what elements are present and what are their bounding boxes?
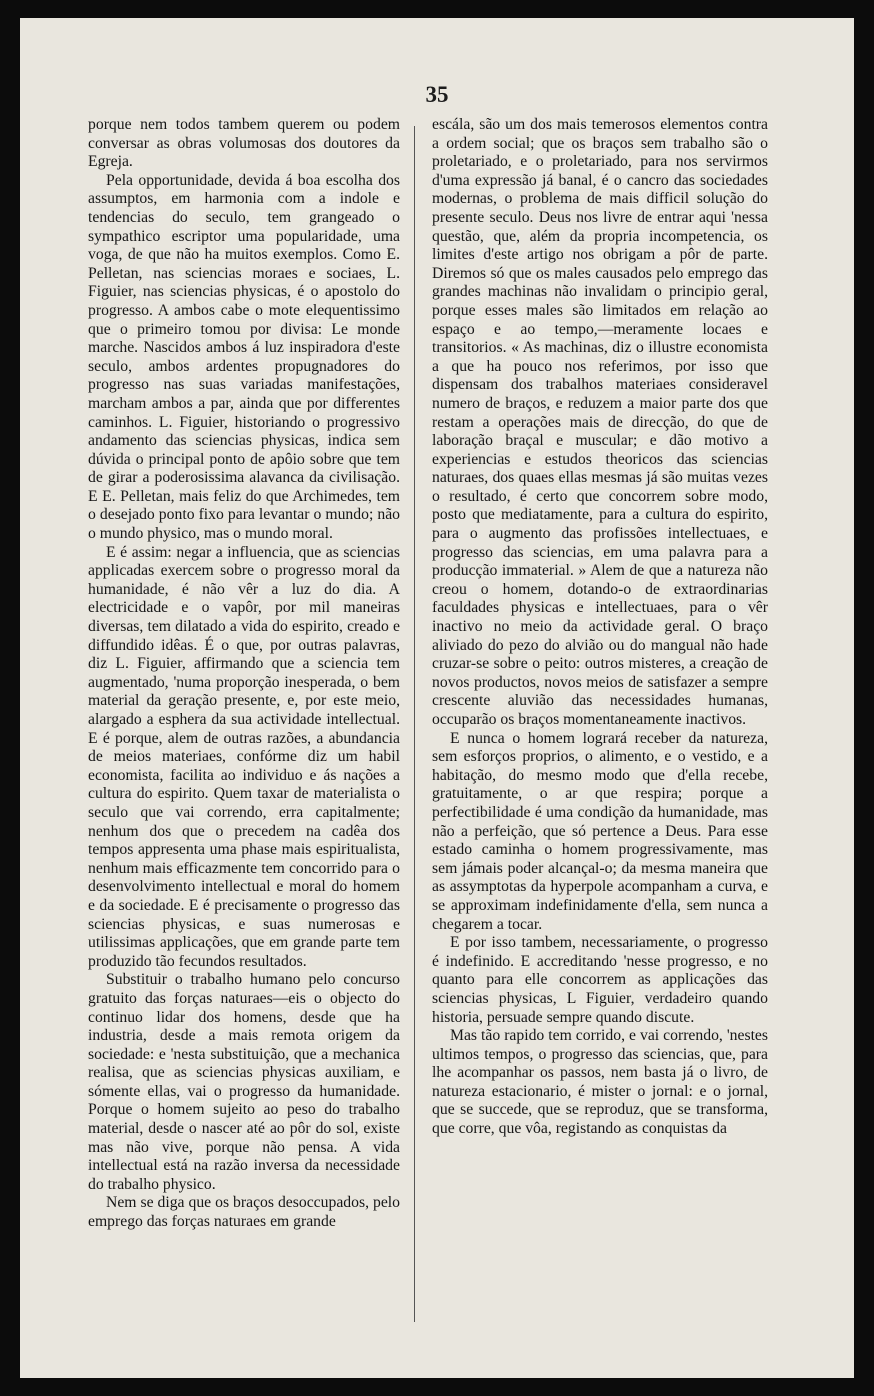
paragraph: Nem se diga que os braços desoccupados, pelo emprego das forças naturaes em grande [88,1194,400,1231]
paragraph-continued: escála, são um dos mais temerosos elementos contra a ordem social; que os braços sem trabalho são o proletariado, e o proletariado, para nos servirmos d'uma expressão já banal, é o cancro das sociedades modernas, o problema de mais difficil solução do presente seculo. Deus nos livre de entrar aqui 'nessa questão, que, além da propria incompetencia, os limites d'este artigo nos obrigam a pôr de parte. Diremos só que os males causados pelo emprego das grandes machinas não invalidam o principio geral, porque esses males são limitados em relação ao espaço e ao tempo,—meramente locaes e transitorios. « As machinas, diz o illustre economista a que ha pouco nos referimos, por isso que dispensam dos trabalhos materiaes consideravel numero de braços, e reduzem a maior parte dos que restam a operações mais de direcção, do que de laboração braçal e muscular; e dão motivo a experiencias e estudos theoricos das sciencias naturaes, dos quaes ellas mesmas já são muitas vezes o resultado, é certo que concorrem sobre modo, posto que mediatamente, para a cultura do espirito, para o augmento das profissões intellectuaes, e progresso das sciencias, em uma palavra para a producção immaterial. » Alem de que a natureza não creou o homem, dotando-o de extraordinarias faculdades physicas e intellectuaes, para o vêr inactivo no meio da actividade geral. O braço aliviado do pezo do alvião ou do mangual não hade cruzar-se sobre o peito: outros misteres, a creação de novos productos, novos meios de satisfazer a sempre crescente aluvião das necessidades humanas, occuparão os braços momentaneamente inactivos. [432,116,768,728]
paragraph: E é assim: negar a influencia, que as sciencias applicadas exercem sobre o progresso moral da humanidade, é não vêr a luz do dia. A electricidade e o vapôr, por mil maneiras diversas, tem dilatado a vida do espirito, creado e diffundido idêas. É o que, por outras palavras, diz L. Figuier, affirmando que a sciencia tem augmentado, 'numa proporção inesperada, o bem material da geração presente, e, por este meio, alargado a esphera da sua actividade intellectual. E é porque, alem de outras razões, a abundancia de meios materiaes, confórme diz um habil economista, facilita ao individuo e ás nações a cultura do espirito. Quem taxar de materialista o seculo que vai correndo, erra capitalmente; nenhum dos que o precedem na cadêa dos tempos appresenta uma phase mais espiritualista, nenhum mais efficazmente tem concorrido para o desenvolvimento intellectual e moral do homem e da sociedade. E é precisamente o progresso das sciencias physicas, e suas numerosas e utilissimas applicações, que em grande parte tem produzido tão fecundos resultados. [88,543,400,970]
newspaper-page [20,18,854,1378]
paragraph: E nunca o homem logrará receber da natureza, sem esforços proprios, o alimento, e o vestido, e a habitação, do mesmo modo que d'ella recebe, gratuitamente, o ar que respira; porque a perfectibilidade é uma condição da humanidade, mas não a perfeição, que só pertence a Deus. Para esse estado caminha o homem progressivamente, mas sem jámais poder alcançal-o; da mesma maneira que as assymptotas da hyperpole acompanham a curva, e se approximam indefinidamente d'ella, sem nunca a chegarem a tocar. [432,729,768,933]
page-number: 35 [425,82,449,107]
paragraph-continued: porque nem todos tambem querem ou podem conversar as obras volumosas dos doutores da Egreja. [88,116,400,171]
paragraph: Substituir o trabalho humano pelo concurso gratuito das forças naturaes—eis o objecto do continuo lidar dos homens, desde que ha industria, desde a mais remota origem da sociedade: e 'nesta substituição, que a mechanica realisa, que as sciencias physicas auxiliam, e sómente ellas, vai o progresso da humanidade. Porque o homem sujeito ao peso do trabalho material, desde o nascer até ao pôr do sol, existe mas não vive, porque não pensa. A vida intellectual está na razão inversa da necessidade do trabalho physico. [88,971,400,1193]
column-divider [414,126,415,1322]
left-column [88,116,400,1232]
paragraph: Pela opportunidade, devida á boa escolha dos assumptos, em harmonia com a indole e tendencias do seculo, tem grangeado o sympathico escriptor uma popularidade, uma voga, de que não ha muitos exemplos. Como E. Pelletan, nas sciencias moraes e sociaes, L. Figuier, nas sciencias physicas, é o apostolo do progresso. A ambos cabe o mote elequentissimo que o primeiro tomou por divisa: Le monde marche. Nascidos ambos á luz inspiradora d'este seculo, ambos ardentes propugnadores do progresso nas suas variadas manifestações, marcham ambos a par, ainda que por differentes caminhos. L. Figuier, historiando o progressivo andamento das sciencias physicas, indica sem dúvida o principal ponto de apôio sobre que tem de girar a poderosissima alavanca da civilisação. E E. Pelletan, mais feliz do que Archimedes, tem o desejado ponto fixo para levantar o mundo; não o mundo physico, mas o mundo moral. [88,171,400,543]
paragraph: E por isso tambem, necessariamente, o progresso é indefinido. E accreditando 'nesse progresso, e no quanto para elle concorrem as applicações das sciencias physicas, L Figuier, verdadeiro quando historia, persuade sempre quando discute. [432,934,768,1026]
right-column [432,116,768,1139]
paragraph: Mas tão rapido tem corrido, e vai correndo, 'nestes ultimos tempos, o progresso das sciencias, que, para lhe acompanhar os passos, nem basta já o livro, de natureza estacionario, é mister o jornal: e o jornal, que se succede, que se reproduz, que se transforma, que corre, que vôa, registando as conquistas da [432,1027,768,1138]
